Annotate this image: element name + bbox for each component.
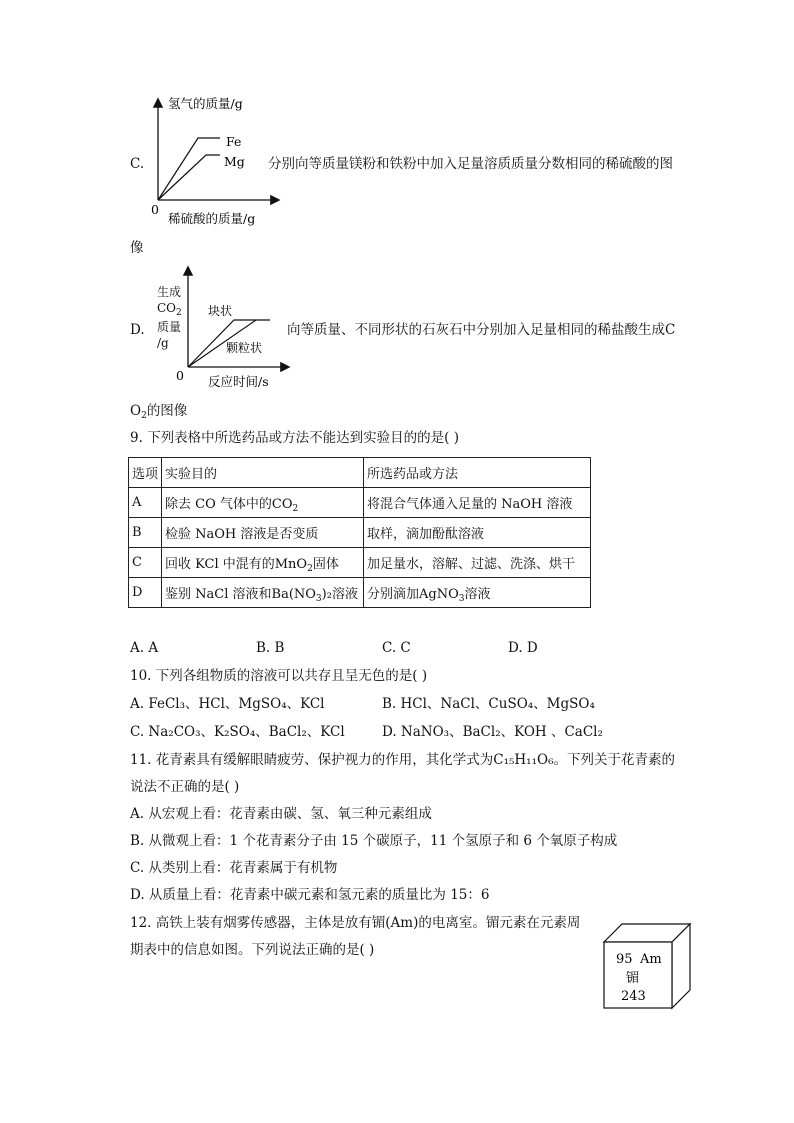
table-header-row — [129, 458, 591, 488]
option-c-ylabel: 氢气的质量/g — [168, 96, 243, 111]
option-c-letter: C. — [130, 156, 145, 172]
q10-choice-a[interactable]: A. FeCl₃、HCl、MgSO₄、KCl — [130, 696, 325, 712]
element-name: 镅 — [626, 971, 640, 986]
lump-label: 块状 — [208, 304, 233, 318]
option-c-graph — [148, 92, 288, 227]
option-d-desc-cont: $O_2$的图像 — [130, 403, 188, 421]
q9-choice-d[interactable]: D. D — [508, 640, 538, 656]
method-cell: 加足量水，溶解、过滤、洗涤、烘干 — [364, 548, 591, 578]
goal-cell: 回收 KCl 中混有的MnO$_2$固体 — [162, 548, 364, 578]
table-row — [129, 518, 591, 548]
method-cell: 分别滴加AgNO$_3$溶液 — [364, 578, 591, 608]
option-d-ylabel-4: /g — [157, 336, 169, 350]
q11-choice-b[interactable]: B. 从微观上看：1 个花青素分子由 15 个碳原子，11 个氢原子和 6 个氧原子构成 — [130, 833, 618, 849]
granule-label: 颗粒状 — [226, 341, 263, 355]
origin: 0 — [176, 368, 184, 383]
option-d-letter: D. — [130, 322, 145, 338]
q10-choice-d[interactable]: D. NaNO₃、BaCl₂、KOH 、CaCl₂ — [382, 724, 603, 740]
q11-choice-c[interactable]: C. 从类别上看：花青素属于有机物 — [130, 860, 338, 876]
q9-choice-b[interactable]: B. B — [256, 640, 285, 656]
element-card — [600, 920, 696, 1012]
option-d-desc: 向等质量、不同形状的石灰石中分别加入足量相同的稀盐酸生成C — [287, 322, 676, 338]
q11-choice-a[interactable]: A. 从宏观上看：花青素由碳、氢、氧三种元素组成 — [130, 806, 432, 822]
option-d-ylabel-1: 生成 — [157, 285, 182, 299]
goal-cell: 除去 CO 气体中的$CO_2$ — [162, 488, 364, 518]
option-d-ylabel-2: $CO_2$ — [157, 301, 182, 318]
q10-choice-b[interactable]: B. HCl、NaCl、CuSO₄、MgSO₄ — [382, 696, 595, 712]
option-cell: B — [129, 518, 162, 548]
option-cell: D — [129, 578, 162, 608]
method-cell: 将混合气体通入足量的 NaOH 溶液 — [364, 488, 591, 518]
q11-stem: 11. 花青素具有缓解眼睛疲劳、保护视力的作用，其化学式为C₁₅H₁₁O₆。下列关于花青素的 — [130, 752, 675, 768]
fe-label: Fe — [226, 134, 242, 149]
goal-cell: 检验 NaOH 溶液是否变质 — [162, 518, 364, 548]
header-cell: 选项 — [129, 458, 162, 488]
table-row — [129, 578, 591, 608]
q9-choice-c[interactable]: C. C — [382, 640, 411, 656]
method-cell: 取样，滴加酚酞溶液 — [364, 518, 591, 548]
atomic-mass: 243 — [621, 989, 646, 1004]
q11-choice-d[interactable]: D. 从质量上看：花青素中碳元素和氢元素的质量比为 15：6 — [130, 887, 490, 903]
option-cell: C — [129, 548, 162, 578]
q9-stem: 9. 下列表格中所选药品或方法不能达到实验目的的是( ) — [130, 430, 459, 446]
q10-stem: 10. 下列各组物质的溶液可以共存且呈无色的是( ) — [130, 668, 428, 684]
mg-label: Mg — [224, 154, 245, 169]
q12-stem-cont: 期表中的信息如图。下列说法正确的是( ) — [130, 942, 375, 958]
q10-choice-c[interactable]: C. Na₂CO₃、K₂SO₄、BaCl₂、KCl — [130, 724, 345, 740]
option-d-xlabel: 反应时间/s — [208, 374, 269, 389]
q11-stem-cont: 说法不正确的是( ) — [130, 779, 240, 795]
origin: 0 — [151, 202, 159, 217]
element-symbol: Am — [640, 952, 662, 967]
goal-cell: 鉴别 NaCl 溶液和$Ba(NO_3)_2$溶液 — [162, 578, 364, 608]
table-row — [129, 548, 591, 578]
option-d-graph — [176, 260, 296, 392]
option-cell: A — [129, 488, 162, 518]
option-c-xlabel: 稀硫酸的质量/g — [168, 211, 256, 226]
q9-table — [128, 457, 591, 608]
q9-choice-a[interactable]: A. A — [130, 640, 159, 656]
header-cell: 实验目的 — [162, 458, 364, 488]
q12-stem: 12. 高铁上装有烟雾传感器，主体是放有镅(Am)的电离室。镅元素在元素周 — [130, 915, 581, 931]
option-c-desc-cont: 像 — [130, 240, 144, 256]
option-c-desc: 分别向等质量镁粉和铁粉中加入足量溶质质量分数相同的稀硫酸的图 — [268, 156, 673, 172]
atomic-number: 95 — [616, 952, 633, 967]
mg-line — [158, 155, 220, 200]
option-d-ylabel-3: 质量 — [157, 320, 182, 334]
header-cell: 所选药品或方法 — [364, 458, 591, 488]
table-row — [129, 488, 591, 518]
